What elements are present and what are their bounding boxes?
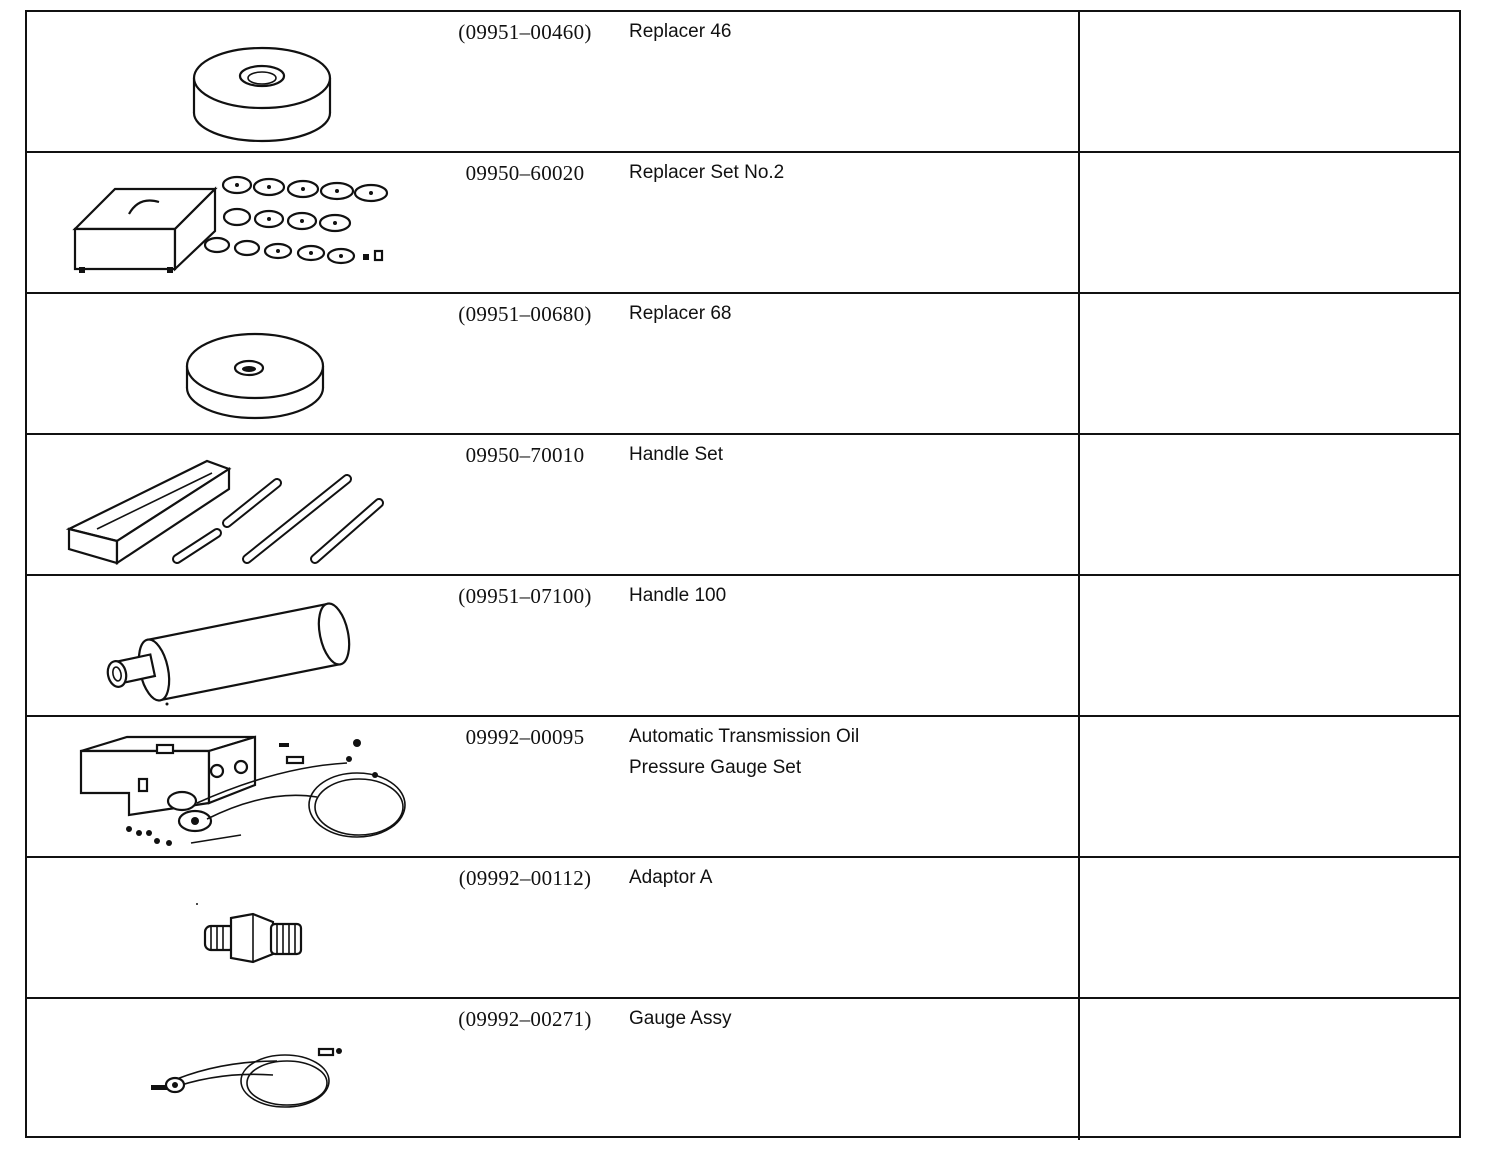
part-name-line: Replacer 68 [629, 303, 732, 324]
part-name-line: Gauge Assy [629, 1008, 732, 1029]
part-name [629, 298, 731, 329]
part-name-line: Adaptor A [629, 867, 713, 888]
part-number: 09992–00095 [465, 725, 585, 749]
part-number: (09951–07100) [458, 584, 592, 608]
table-row [27, 153, 1459, 294]
table-row [27, 435, 1459, 576]
notes-cell [1080, 717, 1459, 856]
gauge-set-case-icon [57, 723, 437, 853]
special-tools-table [25, 10, 1461, 1138]
part-number: (09951–00680) [458, 302, 592, 326]
table-row [27, 858, 1459, 999]
handle-cylinder-icon [57, 582, 437, 712]
table-row [27, 294, 1459, 435]
part-name [629, 580, 726, 611]
part-name [629, 862, 712, 893]
part-name [629, 157, 784, 188]
part-name [629, 16, 731, 47]
table-row [27, 12, 1459, 153]
part-number: (09992–00112) [458, 866, 592, 890]
notes-cell [1080, 999, 1459, 1140]
part-number: (09992–00271) [458, 1007, 592, 1031]
part-number: 09950–70010 [465, 443, 585, 467]
part-name [629, 721, 859, 783]
part-number: 09950–60020 [465, 161, 585, 185]
part-name-line: Handle 100 [629, 585, 727, 606]
replacer-disc-icon [57, 18, 437, 148]
notes-cell [1080, 294, 1459, 433]
part-name [629, 1003, 731, 1034]
gauge-hose-icon [57, 1005, 437, 1135]
part-name-line: Replacer 46 [629, 21, 732, 42]
part-name-line: Automatic Transmission Oil [629, 726, 860, 747]
part-name-line: Pressure Gauge Set [629, 757, 802, 778]
part-name-line: Replacer Set No.2 [629, 162, 785, 183]
notes-cell [1080, 858, 1459, 997]
replacer-disc-icon [57, 300, 437, 430]
replacer-set-case-icon [57, 159, 437, 289]
part-number: (09951–00460) [458, 20, 592, 44]
notes-cell [1080, 12, 1459, 151]
table-row [27, 576, 1459, 717]
handle-set-icon [57, 441, 437, 571]
table-row [27, 717, 1459, 858]
notes-cell [1080, 576, 1459, 715]
table-row [27, 999, 1459, 1140]
part-name [629, 439, 723, 470]
notes-cell [1080, 153, 1459, 292]
notes-cell [1080, 435, 1459, 574]
adaptor-fitting-icon [57, 864, 437, 994]
part-name-line: Handle Set [629, 444, 724, 465]
